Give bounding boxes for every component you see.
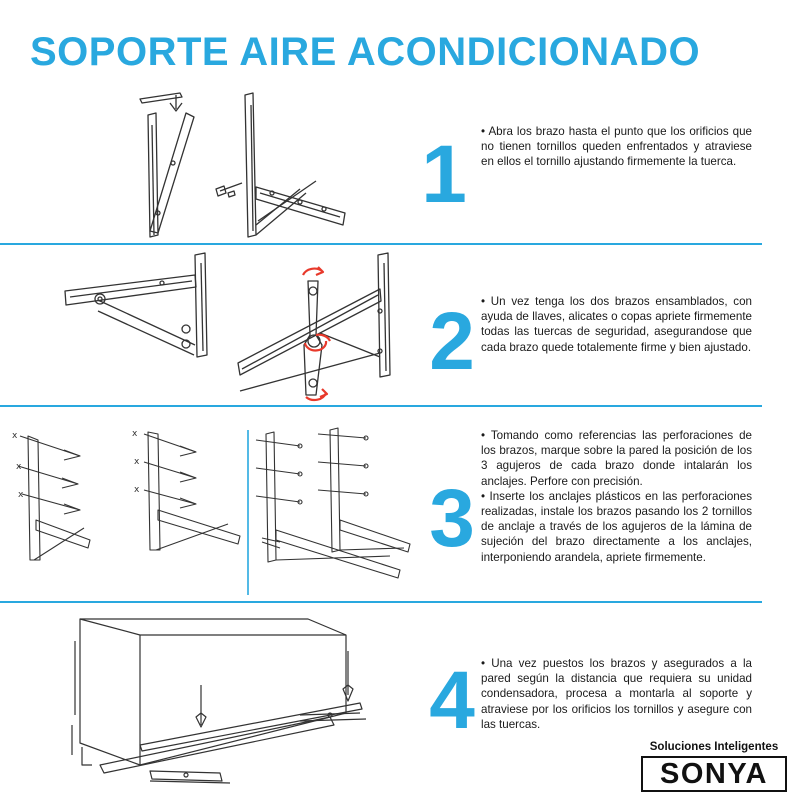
step-1-number: 1 — [421, 129, 467, 220]
step-2-paragraph: • Un vez tenga los dos brazos ensamblados, con ayuda de llaves, alicates o copas apriete firmemente todas las tuercas de seguridad, asegurandose que cada brazo quede totalemente firme y bien ajustado. — [481, 294, 752, 355]
brand-name: SONYA — [660, 757, 768, 790]
section-divider — [0, 405, 762, 407]
step-4-text — [481, 656, 752, 732]
step-3-paragraph: • Tomando como referencias las perforaciones de los brazos, marque sobre la pared la posición de los 3 agujeros de cada brazo donde intalarán los anclajes. Perfore con precisión. — [481, 428, 752, 489]
step-1-paragraph: • Abra los brazo hasta el punto que los orificios que no tienen tornillos queden enfrentados y atraviese en ellos el tornillo ajustando firmemente la tuerca. — [481, 124, 752, 170]
wall-marks-icon — [12, 429, 240, 560]
svg-text:x: x — [134, 485, 140, 495]
step-4-paragraph: • Una vez puestos los brazos y asegurados a la pared según la distancia que requiera su unidad condensadora, procesa a montarla al soporte y atraviese por los orificios los tornillos y asegure con las tuercas. — [481, 656, 752, 732]
installed-brackets-icon — [256, 428, 410, 578]
step-1-illustration — [0, 85, 420, 245]
step-3-paragraph: • Inserte los anclajes plásticos en las perforaciones realizadas, instale los brazos pasando los 2 tornillos de anclaje a través de los agujeros de la lámina de sujeción del brazo directamente a los anclajes, interponiendo arandela, apriete firmemente. — [481, 489, 752, 565]
step-3-number: 3 — [429, 473, 475, 564]
step-1-text — [481, 124, 752, 170]
brand-tagline: Soluciones Inteligentes — [649, 741, 779, 753]
page-title: SOPORTE AIRE ACONDICIONADO — [30, 30, 701, 74]
step-3-text — [481, 428, 752, 565]
step-4-number: 4 — [429, 655, 475, 746]
condenser-unit-icon — [72, 619, 366, 783]
svg-text:x: x — [134, 457, 140, 467]
brand-logo — [641, 756, 787, 792]
step-2-number: 2 — [429, 296, 475, 387]
svg-text:x: x — [12, 431, 18, 441]
step-2-text — [481, 294, 752, 355]
svg-text:x: x — [132, 429, 138, 439]
section-divider — [0, 601, 762, 603]
step-3-illustration — [0, 410, 420, 595]
step-4-illustration — [0, 605, 420, 795]
svg-text:x: x — [16, 462, 22, 472]
wrench-bracket-icon — [238, 253, 390, 395]
bracket-closeup-icon — [65, 253, 207, 357]
assembled-bracket-icon — [216, 93, 345, 237]
bracket-parts-icon — [140, 93, 194, 237]
step-2-illustration — [0, 245, 420, 410]
svg-text:x: x — [18, 490, 24, 500]
